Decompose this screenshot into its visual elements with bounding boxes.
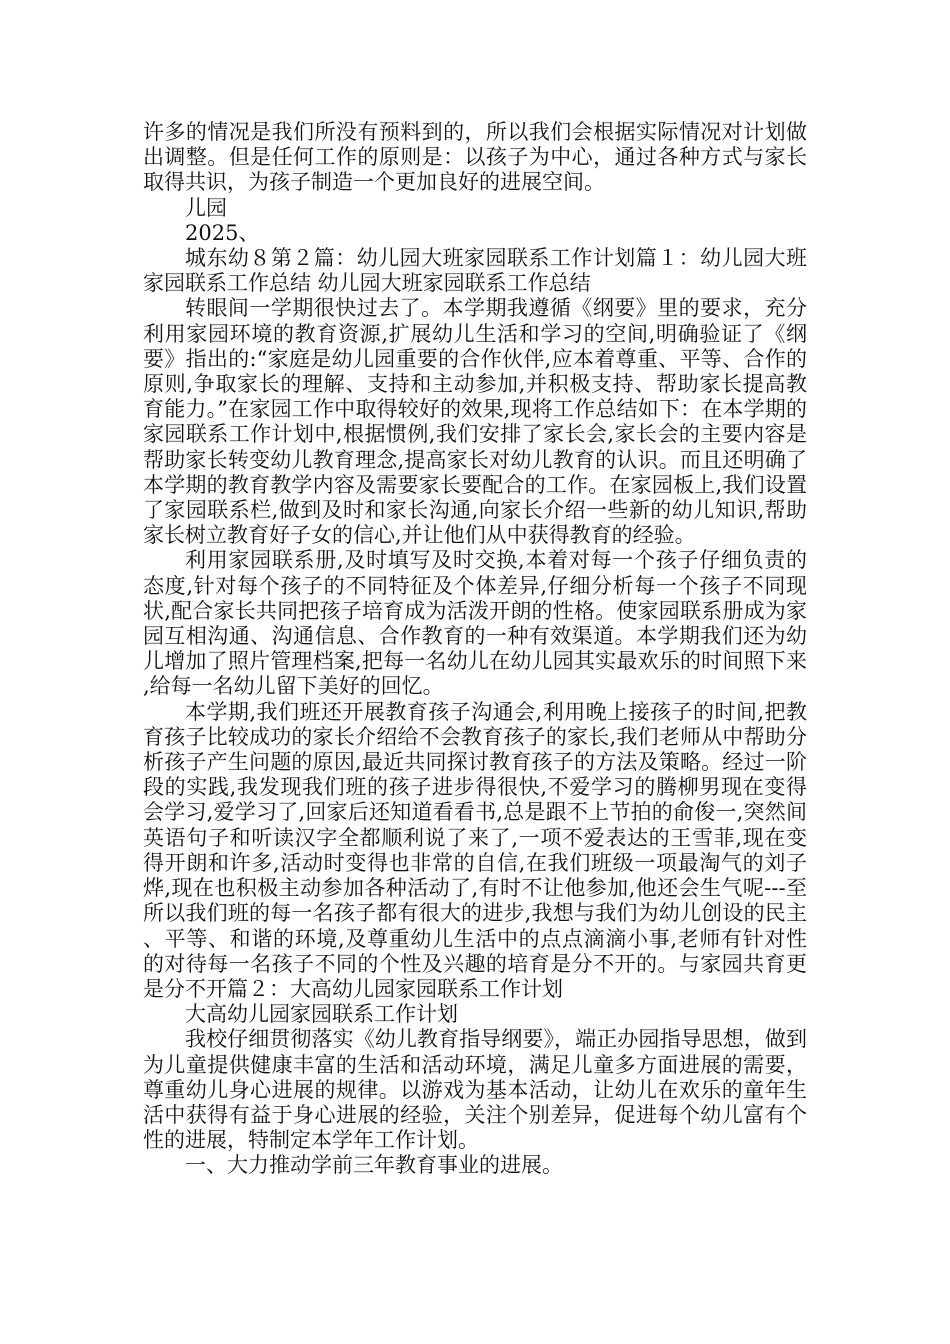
paragraph-communication-meeting: 本学期,我们班还开展教育孩子沟通会,利用晚上接孩子的时间,把教育孩子比较成功的家长介绍给不会教育孩子的家长,我们老师从中帮助分析孩子产生问题的原因,最近共同探讨教育孩子的方法及策略。经过一阶段的实践,我发现我们班的孩子进步得很快,不爱学习的腾柳男现在变得会学习,爱学习了,回家后还知道看看书,总是跟不上节拍的俞俊一,突然间英语句子和听读汉字全都顺利说了来了,一项不爱表达的王雪菲,现在变得开朗和许多,活动时变得也非常的自信,在我们班级一项最淘气的刘子烨,现在也积极主动参加各种活动了,有时不让他参加,他还会生气呢---至所以我们班的每一名孩子都有很大的进步,我想与我们为幼儿创设的民主、平等、和谐的环境,及尊重幼儿生活中的点点滴滴小事,老师有针对性的对待每一名孩子不同的个性及兴趣的培育是分不开的。与家园共育更是分不开篇２：大高幼儿园家园联系工作计划 — [143, 699, 807, 1001]
paragraph-plan-title: 大高幼儿园家园联系工作计划 — [185, 1002, 458, 1027]
document-page — [143, 120, 807, 1179]
paragraph-continuation: 许多的情况是我们所没有预料到的，所以我们会根据实际情况对计划做出调整。但是任何工作的原则是：以孩子为中心，通过各种方式与家长取得共识，为孩子制造一个更加良好的进展空间。 — [143, 120, 807, 195]
paragraph-contact-book: 利用家园联系册,及时填写及时交换,本着对每一个孩子仔细负责的态度,针对每个孩子的不同特征及个体差异,仔细分析每一个孩子不同现状,配合家长共同把孩子培育成为活泼开朗的性格。使家园联系册成为家园互相沟通、沟通信息、合作教育的一种有效渠道。本学期我们还为幼儿增加了照片管理档案,把每一名幼儿在幼儿园其实最欢乐的时间照下来,给每一名幼儿留下美好的回忆。 — [143, 548, 807, 699]
paragraph-summary-intro: 转眼间一学期很快过去了。本学期我遵循《纲要》里的要求，充分利用家园环境的教育资源,扩展幼儿生活和学习的空间,明确验证了《纲要》指出的:“家庭是幼儿园重要的合作伙伴,应本着尊重、平等、合作的原则,争取家长的理解、支持和主动参加,并积极支持、帮助家长提高教育能力。”在家园工作中取得较好的效果,现将工作总结如下：在本学期的家园联系工作计划中,根据惯例,我们安排了家长会,家长会的主要内容是帮助家长转变幼儿教育理念,提高家长对幼儿教育的认识。而且还明确了本学期的教育教学内容及需要家长要配合的工作。在家园板上,我们设置了家园联系栏,做到及时和家长沟通,向家长介绍一些新的幼儿知识,帮助家长树立教育好子女的信心,并让他们从中获得教育的经验。 — [143, 296, 807, 548]
paragraph-plan-intro: 我校仔细贯彻落实《幼儿教育指导纲要》，端正办园指导思想，做到为儿童提供健康丰富的生活和活动环境，满足儿童多方面进展的需要，尊重幼儿身心进展的规律。以游戏为基本活动，让幼儿在欢乐的童年生活中获得有益于身心进展的经验，关注个别差异，促进每个幼儿富有个性的进展，特制定本学年工作计划。 — [143, 1027, 807, 1153]
paragraph-school-fragment: 儿园 — [185, 195, 227, 220]
paragraph-section-heading: 城东幼８第２篇：幼儿园大班家园联系工作计划篇１：幼儿园大班家园联系工作总结 幼儿园大班家园联系工作总结 — [143, 246, 807, 296]
paragraph-year: 2025、 — [185, 220, 260, 245]
paragraph-plan-item-one: 一、大力推动学前三年教育事业的进展。 — [185, 1153, 563, 1178]
